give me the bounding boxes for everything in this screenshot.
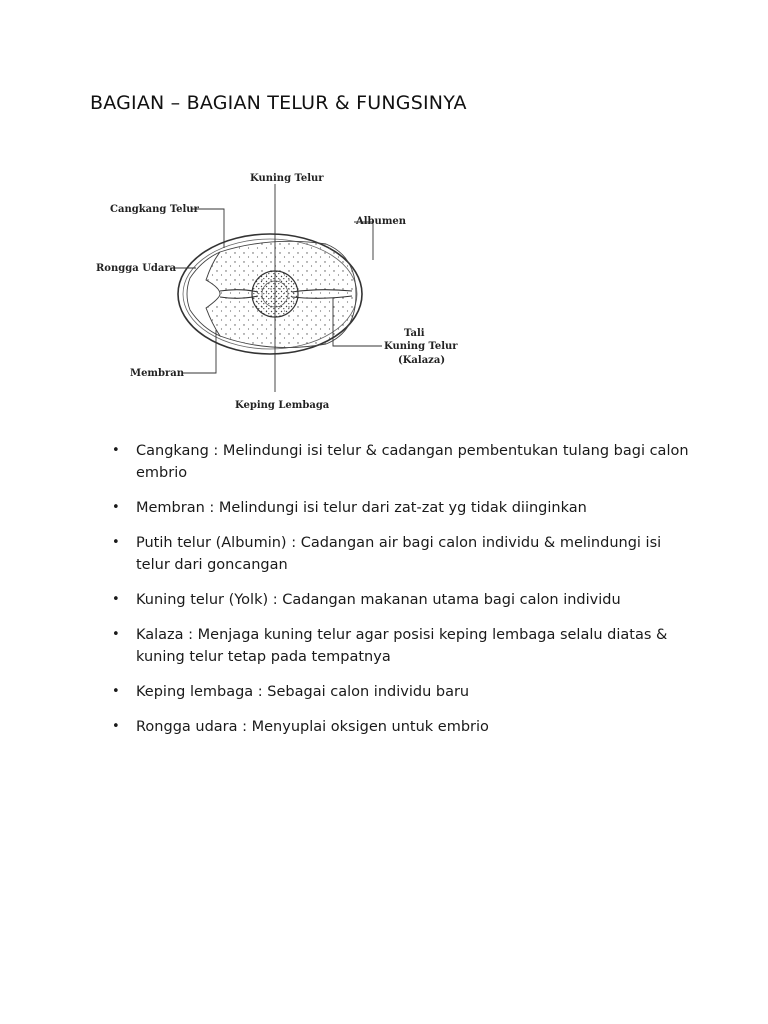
list-item (112, 440, 692, 484)
list-item (112, 624, 692, 668)
bullet: • (112, 684, 120, 699)
list-item (112, 681, 692, 703)
label-tali-kuning-telur: Kuning Telur (384, 341, 458, 352)
leader-membran (182, 330, 216, 373)
list-item-text: Kuning telur (Yolk) : Cadangan makanan utama bagi calon individu (136, 592, 621, 608)
label-tali: Tali (404, 328, 425, 339)
list-item-text: Kalaza : Menjaga kuning telur agar posisi keping lembaga selalu diatas & kuning telur tetap pada tempatnya (136, 627, 668, 665)
label-albumen: Albumen (356, 216, 407, 227)
label-kuning-telur: Kuning Telur (250, 173, 324, 184)
label-kalaza: (Kalaza) (398, 355, 446, 366)
list-item-text: Keping lembaga : Sebagai calon individu baru (136, 684, 470, 700)
label-cangkang-telur: Cangkang Telur (110, 204, 199, 215)
list-item-text: Rongga udara : Menyuplai oksigen untuk embrio (136, 719, 489, 735)
list-item (112, 589, 692, 611)
label-keping-lembaga: Keping Lembaga (235, 400, 330, 411)
label-rongga-udara: Rongga Udara (96, 263, 177, 274)
list-item-text: Putih telur (Albumin) : Cadangan air bagi calon individu & melindungi isi telur dari goncangan (136, 535, 662, 573)
label-membran: Membran (130, 368, 185, 379)
bullet: • (112, 627, 120, 642)
list-item (112, 497, 692, 519)
list-item (112, 716, 692, 738)
bullet: • (112, 500, 120, 515)
function-list (112, 440, 692, 751)
bullet: • (112, 535, 120, 550)
bullet: • (112, 443, 120, 458)
leader-albumen (354, 222, 373, 260)
egg-diagram (80, 160, 480, 420)
list-item (112, 532, 692, 576)
list-item-text: Cangkang : Melindungi isi telur & cadangan pembentukan tulang bagi calon embrio (136, 443, 689, 481)
bullet: • (112, 719, 120, 734)
list-item-text: Membran : Melindungi isi telur dari zat-zat yg tidak diinginkan (136, 500, 587, 516)
bullet: • (112, 592, 120, 607)
page-title: BAGIAN – BAGIAN TELUR & FUNGSINYA (90, 92, 467, 114)
